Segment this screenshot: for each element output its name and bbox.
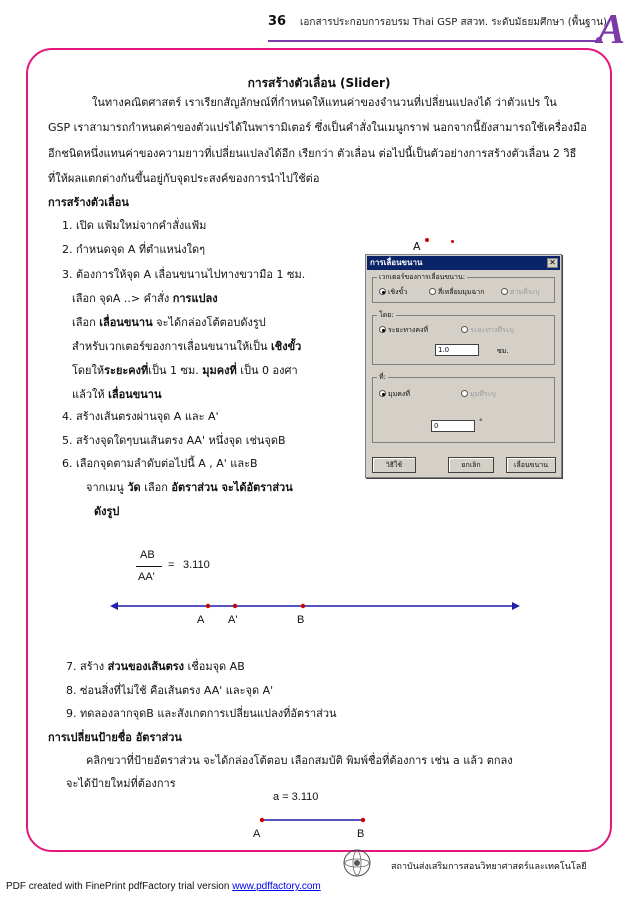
radio-marked-distance[interactable] xyxy=(461,325,514,335)
step-7 xyxy=(66,660,245,674)
arrow-left-icon xyxy=(110,602,118,610)
figure1-point-small xyxy=(451,240,454,243)
group-distance-label: โดย: xyxy=(379,311,394,319)
step-8: 8. ซ่อนสิ่งที่ไม่ใช้ คือเส้นตรง AA' และจุด A' xyxy=(66,684,274,697)
step-7-text: 7. สร้าง xyxy=(66,660,108,673)
intro-line-4: ที่ให้ผลแตกต่างกันขึ้นอยู่กับจุดประสงค์ของการนำไปใช้ต่อ xyxy=(48,172,320,185)
step-3d-mid: เป็น 1 ซม. xyxy=(148,364,203,377)
radio-dot-icon xyxy=(379,326,386,333)
pdffactory-link[interactable]: www.pdffactory.com xyxy=(232,881,321,892)
radio-dot-icon xyxy=(461,326,468,333)
intro-line-2: GSP เราสามารถกำหนดค่าของตัวแปรได้ในพารามิเตอร์ ซึ่งเป็นคำสั่งในเมนูกราฟ นอกจากนี้ยังสามารถใช้เครื่องมือ xyxy=(48,121,587,134)
page-header xyxy=(0,7,638,53)
group-vector xyxy=(372,273,555,303)
figure1-point-label: A xyxy=(413,240,421,253)
radio-marked[interactable] xyxy=(501,287,540,297)
step-3a-bold: การแปลง xyxy=(172,292,218,305)
step-3b-bold: เลื่อนขนาน xyxy=(99,316,153,329)
arrow-right-icon xyxy=(512,602,520,610)
step-3-line-e xyxy=(72,388,162,402)
step-6a-text: จากเมนู xyxy=(86,481,128,494)
help-button[interactable]: วิธีใช้ xyxy=(372,457,416,473)
rename-line-1: คลิกขวาที่ป้ายอัตราส่วน จะได้กล่องโต้ตอบ เลือกสมบัติ พิมพ์ชื่อที่ต้องการ เช่น a แล้ว ตกลง xyxy=(86,754,513,767)
figure1-point-a[interactable] xyxy=(425,238,429,242)
radio-fixed-angle[interactable] xyxy=(379,389,410,399)
radio-fixed-angle-label: มุมคงที่ xyxy=(388,390,410,398)
step-6-line-b: ดังรูป xyxy=(94,505,120,518)
step-3d-bold-1: ระยะคงที่ xyxy=(104,364,149,377)
label-a: A xyxy=(197,614,205,626)
step-5: 5. สร้างจุดใดๆบนเส้นตรง AA' หนึ่งจุด เช่นจุดB xyxy=(62,434,286,447)
step-3e-text: แล้วให้ xyxy=(72,388,109,401)
rename-line-2: จะได้ป้ายใหม่ที่ต้องการ xyxy=(66,777,176,790)
angle-input[interactable]: 0 xyxy=(431,420,475,432)
page-number: 36 xyxy=(268,14,287,29)
dialog-titlebar xyxy=(367,256,560,270)
step-3b-post: จะได้กล่องโต้ตอบดังรูป xyxy=(152,316,266,329)
group-distance xyxy=(372,311,555,365)
step-3-line-c xyxy=(72,340,301,354)
radio-rectangular[interactable] xyxy=(429,287,484,297)
step-3b-text: เลือก xyxy=(72,316,100,329)
translate-button[interactable]: เลื่อนขนาน xyxy=(506,457,556,473)
ratio-fraction-bar xyxy=(136,566,162,567)
ratio-numerator: AB xyxy=(140,549,155,561)
pdf-footer xyxy=(6,881,321,892)
step-3-line-b xyxy=(72,316,266,330)
radio-polar-label: เชิงขั้ว xyxy=(388,288,408,296)
step-6: 6. เลือกจุดตามลำดับต่อไปนี้ A , A' และB xyxy=(62,457,258,470)
intro-line-1: ในทางคณิตศาสตร์ เราเรียกสัญลักษณ์ที่กำหนดให้แทนค่าของจำนวนที่เปลี่ยนแปลงได้ ว่าตัวแปร ใน xyxy=(92,96,557,109)
institute-name: สถาบันส่งเสริมการสอนวิทยาศาสตร์และเทคโนโลยี xyxy=(391,862,587,872)
step-3d-text: โดยให้ xyxy=(72,364,105,377)
radio-dot-icon xyxy=(501,288,508,295)
step-7-bold: ส่วนของเส้นตรง xyxy=(107,660,184,673)
group-angle xyxy=(372,373,555,443)
step-2: 2. กำหนดจุด A ที่ตำแหน่งใดๆ xyxy=(62,243,206,256)
dialog-title: การเลื่อนขนาน xyxy=(370,258,423,267)
renamed-ratio: a = 3.110 xyxy=(273,791,319,803)
segment-label-a: A xyxy=(253,828,261,840)
section-heading-rename: การเปลี่ยนป้ายชื่อ อัตราส่วน xyxy=(48,731,182,744)
translate-dialog xyxy=(365,254,562,478)
segment-ab xyxy=(258,816,368,824)
step-3a-text: เลือก จุดA ..> คำสั่ง xyxy=(72,292,173,305)
radio-dot-icon xyxy=(461,390,468,397)
segment-point-b[interactable] xyxy=(361,818,365,822)
header-rule xyxy=(268,40,598,42)
radio-dot-icon xyxy=(429,288,436,295)
label-b: B xyxy=(297,614,305,626)
radio-marked-label: ตามที่ระบุ xyxy=(510,288,540,296)
step-3e-bold: เลื่อนขนาน xyxy=(108,388,162,401)
step-3c-text: สำหรับเวกเตอร์ของการเลื่อนขนานให้เป็น xyxy=(72,340,272,353)
step-1: 1. เปิด แฟ้มใหม่จากคำสั่งแฟ้ม xyxy=(62,219,207,232)
ratio-denominator: AA' xyxy=(138,571,155,583)
point-a[interactable] xyxy=(206,604,210,608)
step-4: 4. สร้างเส้นตรงผ่านจุด A และ A' xyxy=(62,410,219,423)
label-a-prime: A' xyxy=(228,614,238,626)
pdf-note: PDF created with FinePrint pdfFactory trial version xyxy=(6,881,233,892)
step-3-line-a xyxy=(72,292,218,306)
step-9: 9. ทดลองลากจุดB และสังเกตการเปลี่ยนแปลงที่อัตราส่วน xyxy=(66,707,337,720)
radio-dot-icon xyxy=(379,390,386,397)
section-heading-slider: การสร้างตัวเลื่อน xyxy=(48,196,129,209)
step-3d-post: เป็น 0 องศา xyxy=(236,364,298,377)
header-title: เอกสารประกอบการอบรม Thai GSP สสวท. ระดับมัธยมศึกษา (พื้นฐาน) xyxy=(300,17,607,28)
radio-marked-angle-label: มุมที่ระบุ xyxy=(470,390,496,398)
segment-point-a[interactable] xyxy=(260,818,264,822)
intro-line-3: อีกชนิดหนึ่งแทนค่าของความยาวที่เปลี่ยนแปลงได้อีก เรียกว่า ตัวเลื่อน ต่อไปนี้เป็นตัวอย่างการสร้างตัวเลื่อน 2 วิธี xyxy=(48,147,577,160)
step-6a-mid: เลือก xyxy=(140,481,172,494)
radio-fixed-distance-label: ระยะทางคงที่ xyxy=(388,326,429,334)
step-3c-bold: เชิงขั้ว xyxy=(271,340,302,353)
radio-fixed-distance[interactable] xyxy=(379,325,428,335)
step-3d-bold-2: มุมคงที่ xyxy=(202,364,237,377)
point-b[interactable] xyxy=(301,604,305,608)
step-3-line-d xyxy=(72,364,298,378)
radio-marked-angle[interactable] xyxy=(461,389,496,399)
step-6a-bold-1: วัด xyxy=(127,481,141,494)
ratio-value: 3.110 xyxy=(183,559,210,571)
logo-letter: A xyxy=(597,7,626,53)
step-7-post: เชื่อมจุด AB xyxy=(184,660,245,673)
angle-unit: ° xyxy=(479,418,483,426)
radio-dot-icon xyxy=(379,288,386,295)
line-aa-prime xyxy=(110,598,520,614)
radio-marked-distance-label: ระยะทางที่ระบุ xyxy=(470,326,514,334)
step-6-line-a xyxy=(86,481,293,495)
distance-input[interactable]: 1.0 xyxy=(435,344,479,356)
distance-unit: ซม. xyxy=(497,347,509,355)
step-6a-bold-2: อัตราส่วน จะได้อัตราส่วน xyxy=(171,481,293,494)
point-a-prime[interactable] xyxy=(233,604,237,608)
group-vector-label: เวกเตอร์ของการเลื่อนขนาน: xyxy=(379,273,466,281)
segment-label-b: B xyxy=(357,828,365,840)
step-3: 3. ต้องการให้จุด A เลื่อนขนานไปทางขวามือ 1 ซม. xyxy=(62,268,306,281)
radio-rect-label: สี่เหลี่ยมมุมฉาก xyxy=(438,288,485,296)
page-title: การสร้างตัวเลื่อน (Slider) xyxy=(247,76,391,90)
close-icon[interactable]: ✕ xyxy=(547,258,558,268)
group-angle-label: ที่: xyxy=(379,373,386,381)
ratio-equals: = xyxy=(168,559,175,571)
radio-polar[interactable] xyxy=(379,287,407,297)
cancel-button[interactable]: ยกเลิก xyxy=(448,457,494,473)
institute-logo-icon xyxy=(342,848,372,878)
